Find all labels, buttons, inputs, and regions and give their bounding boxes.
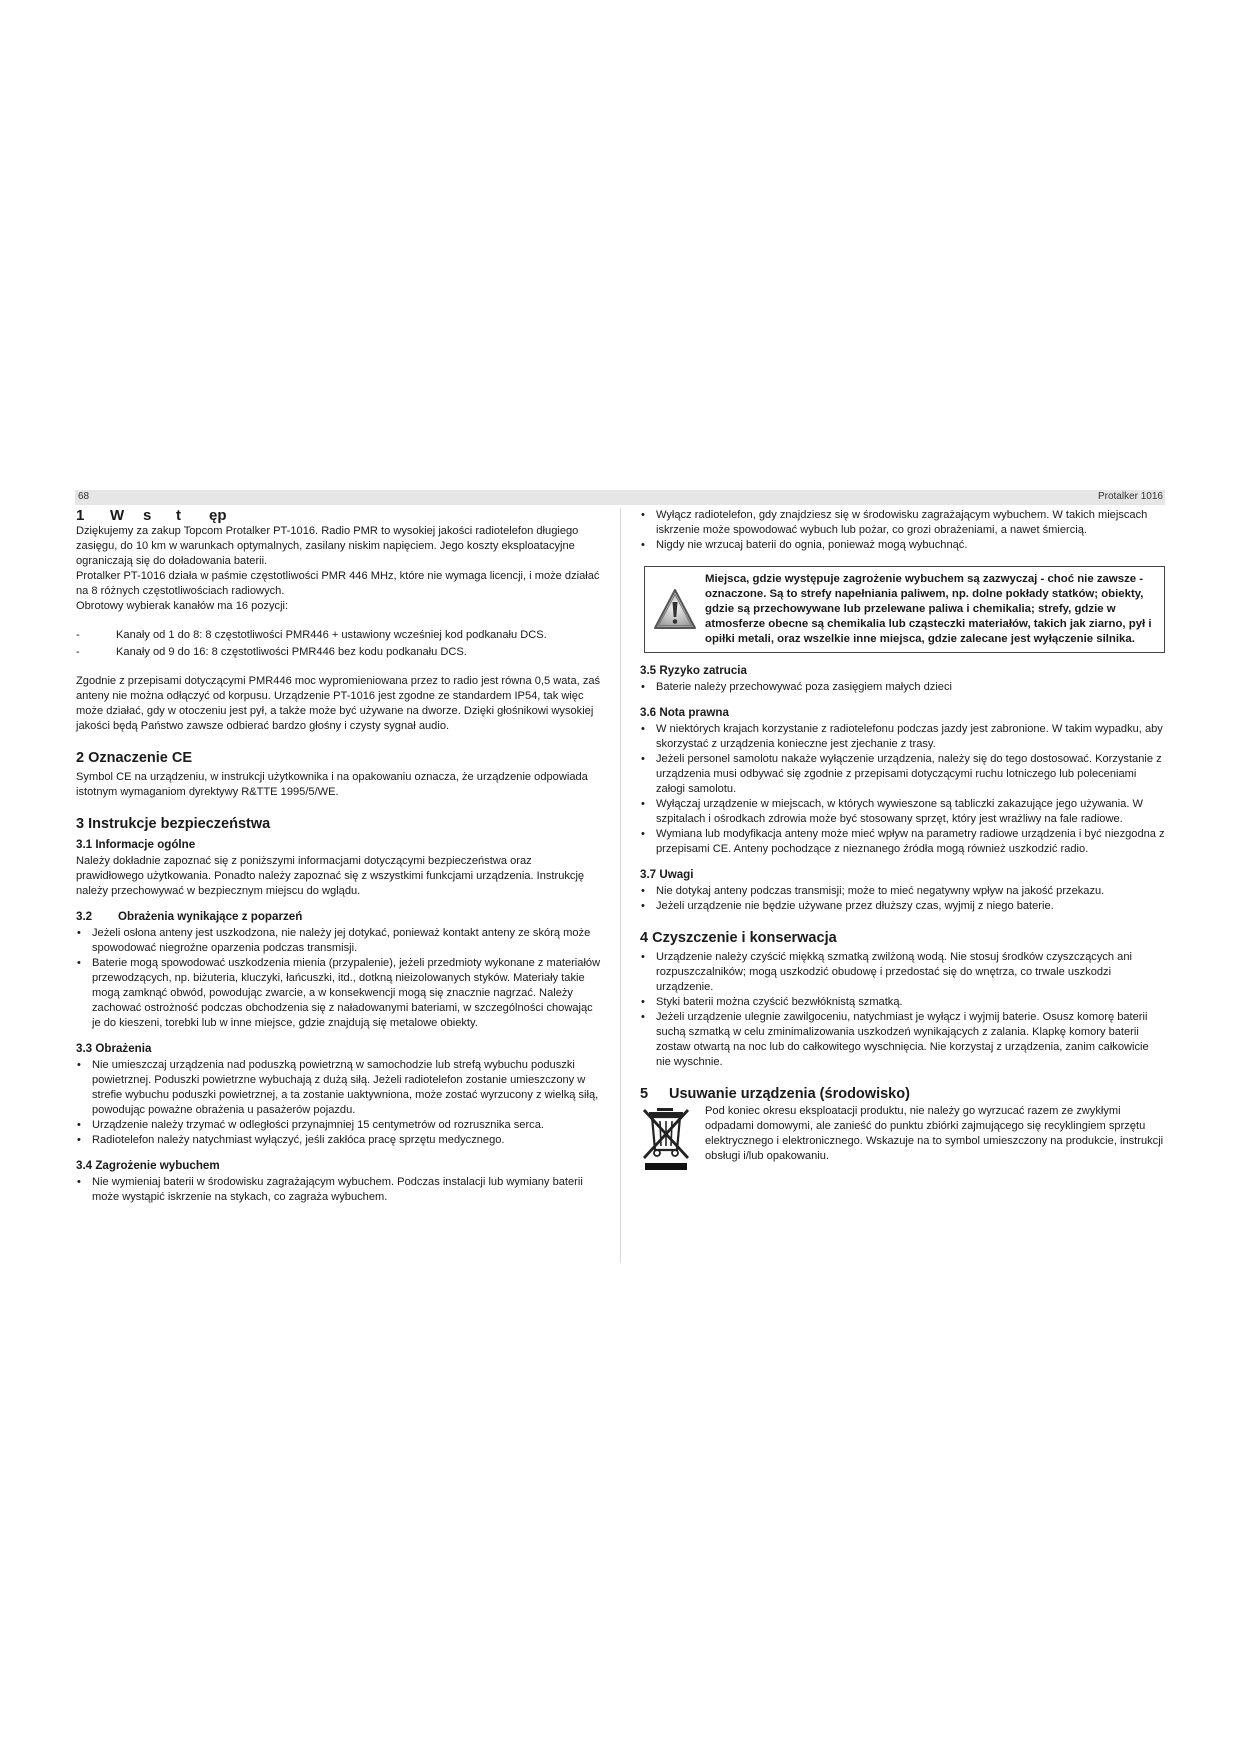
general-info-paragraph: Należy dokładnie zapoznać się z poniższymi informacjami dotyczącymi bezpieczeństwa oraz prawidłowego użytkowania. Ponadto należy zapoznać się z wszystkimi funkcjami urządzenia. Instrukcję należy przechowywać w bezpiecznym miejscu do wglądu.	[76, 855, 585, 897]
list-item: • Baterie mogą spowodować uszkodzenia mienia (przypalenie), jeżeli przedmioty wykonane z materiałów przewodzących, np. biżuteria, kluczyki, łańcuszki, itd., dotkną nieizolowanych styków. Materiały takie mogą zamknąć obwód, powodując zwarcie, a w konsekwencji mogą się znacznie nagrzać. Należy zachować ostrożność podczas obchodzenia się z naładowanymi bateriami, w szczególności chowając je do kieszeni, torebki lub w inne miejsce, gdzie znajdują się metalowe obiekty.	[76, 956, 601, 1031]
disposal-block	[640, 1104, 1165, 1177]
subsection-heading: 3.5 Ryzyko zatrucia	[640, 664, 747, 677]
section-heading-ce: 2 Oznaczenie CE	[76, 750, 193, 766]
column-divider	[620, 508, 621, 1263]
intro-paragraph: Protalker PT-1016 działa w paśmie częstotliwości PMR 446 MHz, które nie wymaga licencji, i może działać na 8 różnych częstotliwościach radiowych.	[76, 570, 600, 597]
cleaning-list	[640, 950, 1165, 1070]
list-item: • Nie wymieniaj baterii w środowisku zagrażającym wybuchem. Podczas instalacji lub wymiany baterii może wystąpić iskrzenie na stykach, co zagraża wybuchem.	[76, 1175, 601, 1205]
running-title: Protalker 1016	[1097, 491, 1163, 502]
intro-paragraph: Dziękujemy za zakup Topcom Protalker PT-1016. Radio PMR to wysokiej jakości radiotelefon długiego zasięgu, do 10 km w warunkach optymalnych, zasilany niskim napięciem. Jego koszty eksploatacyjne ograniczają się do doładowania baterii.	[76, 525, 579, 567]
intro-heading-part: ęp	[209, 507, 227, 524]
intro-heading-part: t	[176, 507, 181, 524]
disposal-paragraph: Pod koniec okresu eksploatacji produktu, nie należy go wyrzucać razem ze zwykłymi odpadami domowymi, ale zanieść do punktu zbiórki zajmującego się recyklingiem sprzętu elektrycznego i elektronicznego. Wskazuje na to symbol umieszczony na produkcie, instrukcji obsługi i/lub opakowaniu.	[705, 1105, 1164, 1162]
subsection-heading: 3.7 Uwagi	[640, 868, 694, 881]
list-item: • Wyłącz radiotelefon, gdy znajdziesz się w środowisku zagrażającym wybuchem. W takich miejscach iskrzenie może spowodować wybuch lub pożar, co grozi obrażeniami, a nawet śmiercią.	[640, 508, 1165, 538]
list-item: • Wymiana lub modyfikacja anteny może mieć wpływ na parametry radiowe urządzenia i być niezgodna z przepisami CE. Anteny pochodzące z nieznanego źródła mogą również uszkodzić radio.	[640, 827, 1165, 857]
subsection-title: Obrażenia wynikające z poparzeń	[118, 910, 303, 923]
list-item: • Radiotelefon należy natychmiast wyłączyć, jeśli zakłóca pracę sprzętu medycznego.	[76, 1133, 601, 1148]
channel-list	[76, 628, 601, 660]
subsection-number: 3.2	[76, 910, 93, 923]
burns-list	[76, 926, 601, 1031]
crossed-bin-icon	[640, 1104, 705, 1177]
subsection-heading: 3.6 Nota prawna	[640, 706, 729, 719]
list-item: - Kanały od 9 do 16: 8 częstotliwości PMR446 bez kodu podkanału DCS.	[76, 645, 601, 660]
section-title: Usuwanie urządzenia (środowisko)	[669, 1086, 910, 1102]
page-number: 68	[78, 491, 90, 502]
intro-heading-part: s	[143, 507, 152, 524]
warning-text: Miejsca, gdzie występuje zagrożenie wybuchem są zazwyczaj - choć nie zawsze - oznaczone. Są to strefy napełniania paliwem, np. dolne pokłady statków; obiekty, gdzie są przechowywane lub przelewane paliwa i chemikalia; strefy, gdzie w atmosferze obecne są chemikalia lub cząsteczki materiałów, takich jak ziarno, pył i opiłki metali, oraz wszelkie inne miejsca, gdzie zalecane jest wyłączenie silnika.	[705, 573, 1152, 645]
intro-paragraph: Obrotowy wybierak kanałów ma 16 pozycji:	[76, 600, 289, 612]
list-item: • Urządzenie należy trzymać w odległości przynajmniej 15 centymetrów od rozrusznika serca.	[76, 1118, 601, 1133]
warning-triangle-icon	[645, 587, 705, 633]
intro-heading-part: W	[110, 507, 125, 524]
left-column	[76, 508, 601, 1205]
warning-box	[644, 566, 1165, 653]
list-item: • Styki baterii można czyścić bezwłóknistą szmatką.	[640, 995, 1165, 1010]
explosion-list	[76, 1175, 601, 1205]
subsection-heading	[76, 909, 601, 924]
list-item: • Nie umieszczaj urządzenia nad poduszką powietrzną w samochodzie lub strefą wybuchu poduszki powietrznej. Poduszki powietrzne wybuchają z dużą siłą. Jeżeli radiotelefon zostanie umieszczony w strefie wybuchu poduszki powietrznej, a ta zostanie uaktywniona, może zostać wyrzucony z wielką siłą, powodując poważne obrażenia u pasażerów pojazdu.	[76, 1058, 601, 1118]
legal-note-list	[640, 722, 1165, 857]
list-item: • Baterie należy przechowywać poza zasięgiem małych dzieci	[640, 680, 1165, 695]
notes-list	[640, 884, 1165, 914]
intro-heading-part: 1	[76, 507, 85, 524]
subsection-heading: 3.4 Zagrożenie wybuchem	[76, 1159, 220, 1172]
list-item: - Kanały od 1 do 8: 8 częstotliwości PMR446 + ustawiony wcześniej kod podkanału DCS.	[76, 628, 601, 643]
list-item: • Jeżeli urządzenie nie będzie używane przez dłuższy czas, wyjmij z niego baterie.	[640, 899, 1165, 914]
section-heading-safety: 3 Instrukcje bezpieczeństwa	[76, 816, 271, 832]
intro-paragraph: Zgodnie z przepisami dotyczącymi PMR446 moc wypromieniowana przez to radio jest równa 0,5 wata, zaś anteny nie można odłączyć od korpusu. Urządzenie PT-1016 jest zgodne ze standardem IP54, tak więc może działać, gdy w otoczeniu jest pył, a także może być używane na dworze. Dzięki głośnikowi wysokiej jakości będą Państwo zawsze odbierać bardzo głośny i czysty sygnał audio.	[76, 675, 601, 732]
subsection-heading: 3.3 Obrażenia	[76, 1042, 152, 1055]
injuries-list	[76, 1058, 601, 1148]
section-heading-cleaning: 4 Czyszczenie i konserwacja	[640, 930, 837, 946]
list-item: • Jeżeli personel samolotu nakaże wyłączenie urządzenia, należy się do tego dostosować. Korzystanie z urządzenia musi odbywać się zgodnie z przepisami dotyczącymi ruchu lotniczego lub poleceniami załogi samolotu.	[640, 752, 1165, 797]
subsection-heading: 3.1 Informacje ogólne	[76, 838, 196, 851]
section-number: 5	[640, 1086, 649, 1102]
section-heading-disposal	[640, 1085, 1165, 1103]
list-item: • Nie dotykaj anteny podczas transmisji; może to mieć negatywny wpływ na jakość przekazu.	[640, 884, 1165, 899]
list-item: • Jeżeli urządzenie ulegnie zawilgoceniu, natychmiast je wyłącz i wyjmij baterie. Osusz komorę baterii suchą szmatką w celu zminimalizowania uszkodzeń wynikających z zalania. Klapkę komory baterii zostaw otwartą na noc lub do całkowitego wyschnięcia. Nie korzystaj z urządzenia, zanim całkowicie nie wyschnie.	[640, 1010, 1165, 1070]
list-item: • Wyłączaj urządzenie w miejscach, w których wywieszone są tabliczki zakazujące jego używania. W szpitalach i ośrodkach zdrowia może być stosowany sprzęt, który jest wrażliwy na fale radiowe.	[640, 797, 1165, 827]
ce-paragraph: Symbol CE na urządzeniu, w instrukcji użytkownika i na opakowaniu oznacza, że urządzenie odpowiada istotnym wymaganiom dyrektywy R&TTE 1995/5/WE.	[76, 771, 588, 798]
poisoning-list	[640, 680, 1165, 695]
list-item: • Urządzenie należy czyścić miękką szmatką zwilżoną wodą. Nie stosuj środków czyszczących ani rozpuszczalników; mogą uszkodzić obudowę i przedostać się do wnętrza, co trwale uszkodzi urządzenie.	[640, 950, 1165, 995]
explosion-list-continued	[640, 508, 1165, 553]
list-item: • W niektórych krajach korzystanie z radiotelefonu podczas jazdy jest zabronione. W takim wypadku, aby skorzystać z urządzenia konieczne jest zjechanie z trasy.	[640, 722, 1165, 752]
right-column	[640, 508, 1165, 1177]
header-band	[75, 490, 1165, 505]
intro-heading	[76, 508, 601, 523]
list-item: • Nigdy nie wrzucaj baterii do ognia, ponieważ mogą wybuchnąć.	[640, 538, 1165, 553]
list-item: • Jeżeli osłona anteny jest uszkodzona, nie należy jej dotykać, ponieważ kontakt anteny ze skórą może spowodować niegroźne oparzenia podczas transmisji.	[76, 926, 601, 956]
